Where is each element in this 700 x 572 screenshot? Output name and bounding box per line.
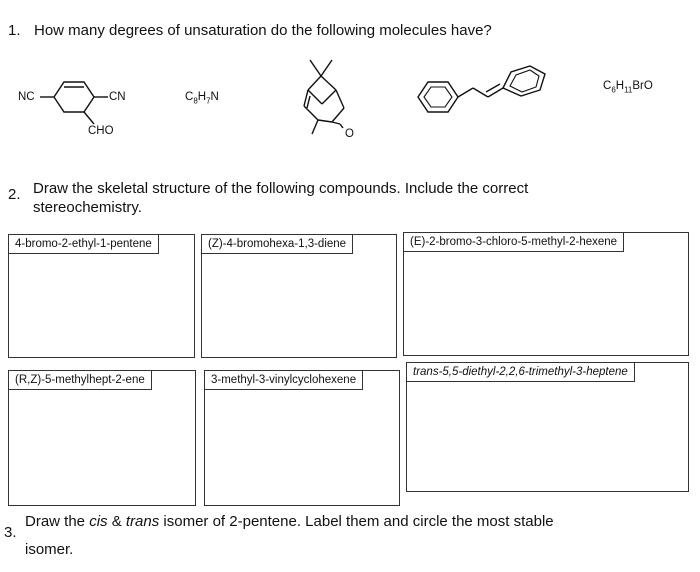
answer-box-4-label: (R,Z)-5-methylhept-2-ene <box>9 371 152 390</box>
answer-box-4[interactable] <box>8 370 196 506</box>
answer-box-6[interactable] <box>406 362 689 492</box>
q3-trans: trans <box>125 513 160 530</box>
mol1-cn-label: CN <box>109 91 126 103</box>
formula-c6h11bro: $C_6H_{11}BrO$ <box>603 80 653 95</box>
answer-box-2[interactable] <box>201 234 397 358</box>
answer-box-1[interactable] <box>8 234 195 358</box>
q2-text-line2: stereochemistry. <box>33 199 142 216</box>
q3-cis: cis <box>89 513 108 530</box>
answer-box-3[interactable] <box>403 232 689 356</box>
q3-text-line2: isomer. <box>25 541 74 558</box>
answer-box-3-label: (E)-2-bromo-3-chloro-5-methyl-2-hexene <box>404 233 624 252</box>
q1-text: How many degrees of unsaturation do the following molecules have? <box>34 22 492 39</box>
answer-box-1-label: 4-bromo-2-ethyl-1-pentene <box>9 235 159 254</box>
q2-text-line1: Draw the skeletal structure of the following compounds. Include the correct <box>33 180 529 197</box>
mol2-o-label: O <box>345 128 354 140</box>
mol1-nc-label: NC <box>18 91 35 103</box>
q2-number: 2. <box>8 186 21 203</box>
formula-c8h7n: $C_8H_7N$ <box>185 91 219 106</box>
q3-text-line1: Draw the cis & trans isomer of 2-pentene. Label them and circle the most stable <box>25 513 554 530</box>
answer-box-5-label: 3-methyl-3-vinylcyclohexene <box>205 371 363 390</box>
answer-box-6-label: trans-5,5-diethyl-2,2,6-trimethyl-3-heptene <box>407 363 635 382</box>
answer-box-2-label: (Z)-4-bromohexa-1,3-diene <box>202 235 353 254</box>
q1-number: 1. <box>8 22 21 39</box>
answer-box-5[interactable] <box>204 370 400 506</box>
q3-number: 3. <box>4 524 17 541</box>
mol1-cho-label: CHO <box>88 125 114 137</box>
